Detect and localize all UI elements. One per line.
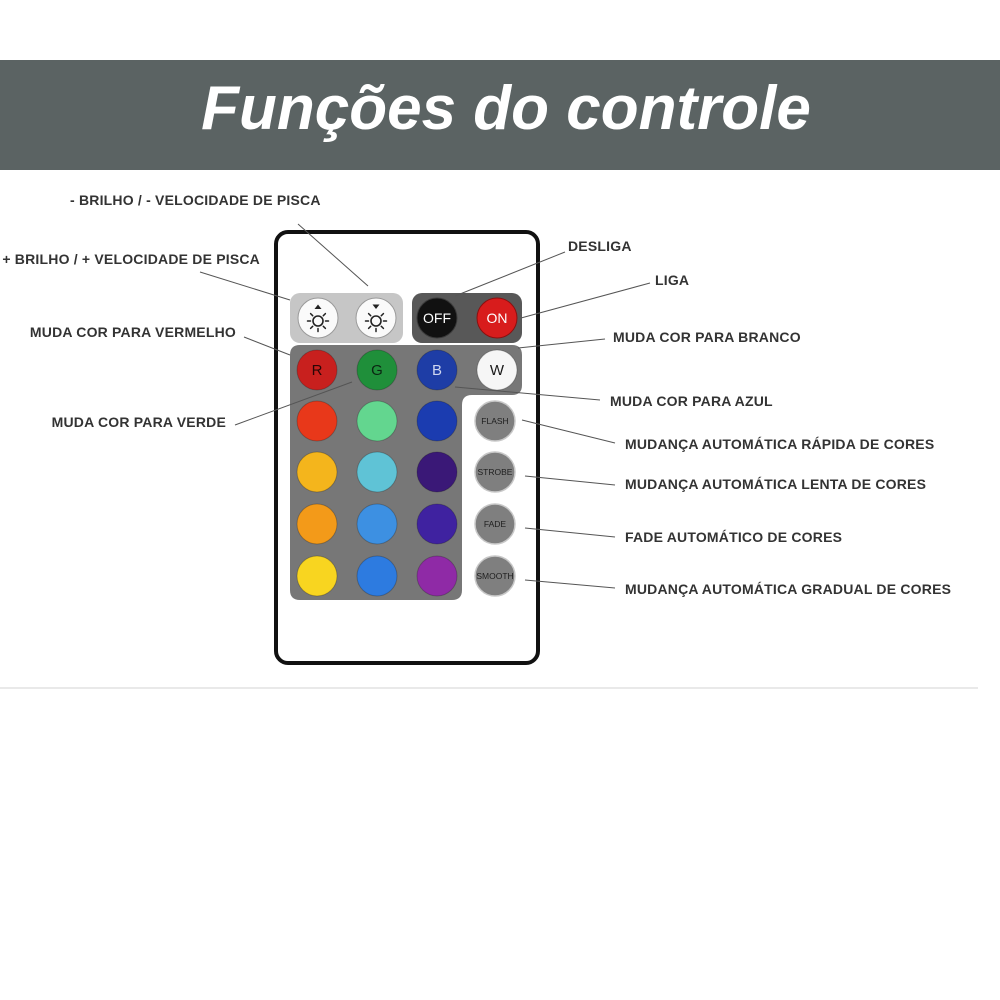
color-button (297, 504, 337, 544)
white-button-label: W (489, 362, 505, 379)
color-button (297, 401, 337, 441)
color-button (357, 556, 397, 596)
color-button (297, 452, 337, 492)
page-title: Funções do controle (201, 74, 811, 143)
green-button-label: G (371, 362, 383, 379)
callout-flash: MUDANÇA AUTOMÁTICA RÁPIDA DE CORES (625, 436, 935, 452)
color-button (417, 504, 457, 544)
white-button (477, 350, 517, 390)
on-button (477, 298, 517, 338)
blue-button (417, 350, 457, 390)
callout-off: DESLIGA (568, 238, 632, 254)
brightness-down-button (356, 298, 396, 338)
color-button (417, 452, 457, 492)
strobe-button-label: STROBE (477, 467, 513, 477)
callout-smooth: MUDANÇA AUTOMÁTICA GRADUAL DE CORES (625, 581, 952, 597)
red-button-label: R (311, 362, 323, 379)
off-button (417, 298, 457, 338)
callout-white: MUDA COR PARA BRANCO (613, 329, 801, 345)
callout-green: MUDA COR PARA VERDE (51, 414, 226, 430)
on-button-label: ON (486, 310, 508, 326)
color-button (417, 556, 457, 596)
green-button (357, 350, 397, 390)
callout-red: MUDA COR PARA VERMELHO (29, 324, 236, 340)
color-button (357, 504, 397, 544)
callout-fade: FADE AUTOMÁTICO DE CORES (625, 529, 843, 545)
color-button (357, 452, 397, 492)
strobe-button (475, 452, 515, 492)
callout-brightness-up: + BRILHO / + VELOCIDADE DE PISCA (2, 251, 260, 267)
smooth-button (475, 556, 515, 596)
remote-control (276, 232, 538, 663)
brightness-up-button (298, 298, 338, 338)
color-button (297, 556, 337, 596)
red-button (297, 350, 337, 390)
flash-button (475, 401, 515, 441)
callout-blue: MUDA COR PARA AZUL (610, 393, 773, 409)
off-button-label: OFF (423, 310, 451, 326)
blue-button-label: B (431, 362, 443, 379)
color-button (357, 401, 397, 441)
flash-button-label: FLASH (481, 416, 509, 426)
callout-brightness-down: - BRILHO / - VELOCIDADE DE PISCA (70, 192, 321, 208)
fade-button (475, 504, 515, 544)
fade-button-label: FADE (483, 519, 507, 529)
callout-on: LIGA (655, 272, 690, 288)
smooth-button-label: SMOOTH (476, 571, 514, 581)
callout-strobe: MUDANÇA AUTOMÁTICA LENTA DE CORES (625, 476, 927, 492)
color-button (417, 401, 457, 441)
